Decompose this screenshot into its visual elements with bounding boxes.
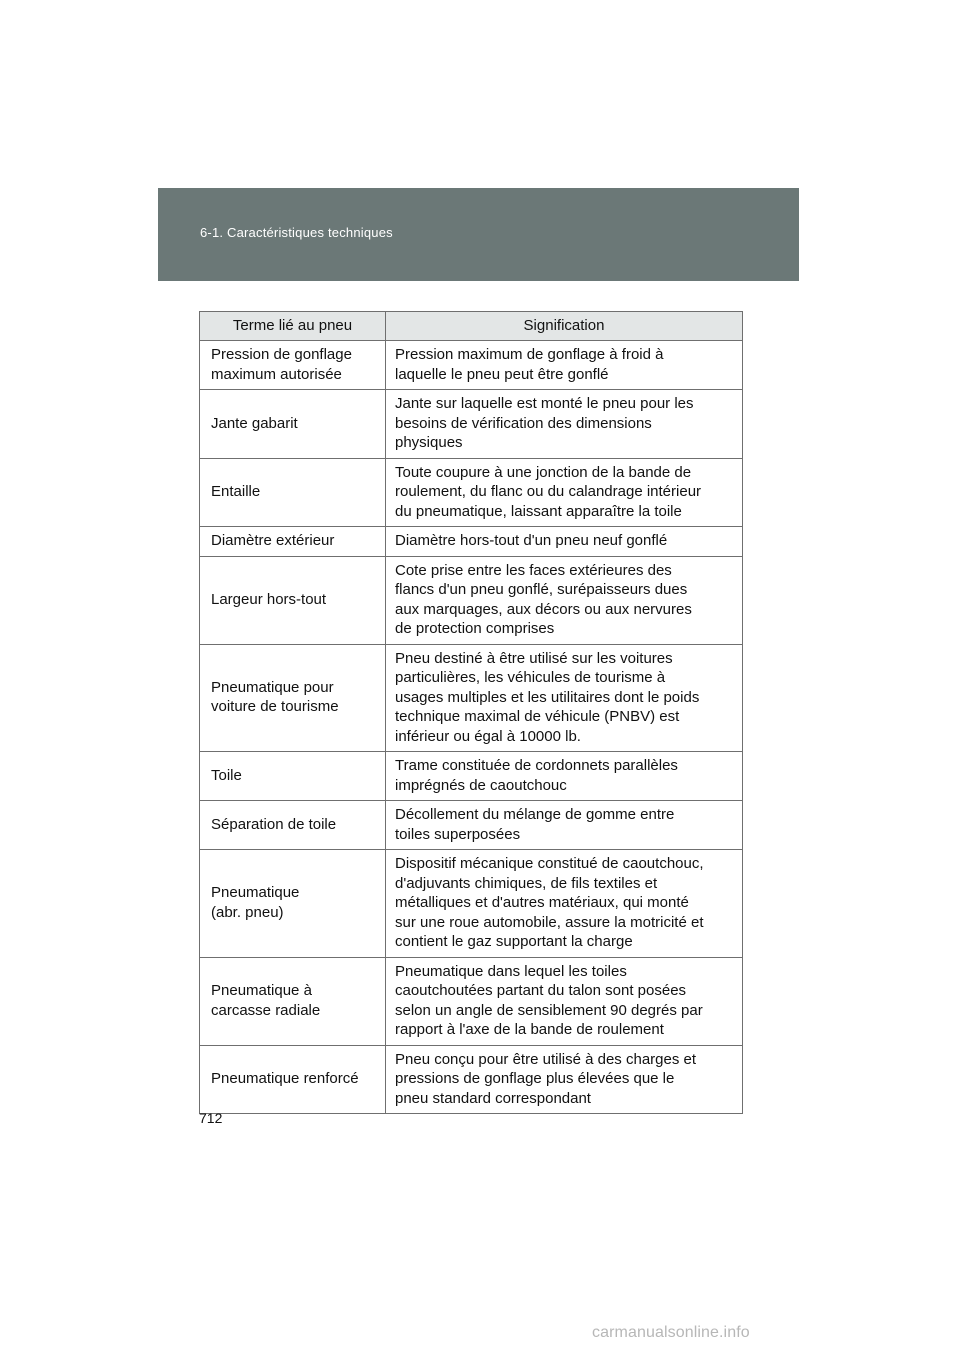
table-row xyxy=(200,644,743,752)
definition-text: Dispositif mécanique constitué de caoutchouc, d'adjuvants chimiques, de fils textiles et métalliques et d'autres matériaux, qui monté sur une roue automobile, assure la motricité et contient le gaz supportant la charge xyxy=(395,855,704,950)
column-header-term: Terme lié au pneu xyxy=(200,312,386,341)
term-cell xyxy=(200,390,386,459)
term-cell xyxy=(200,1045,386,1114)
term-cell xyxy=(200,850,386,958)
term-text: Diamètre extérieur xyxy=(211,532,335,549)
term-cell xyxy=(200,458,386,527)
definition-text: Pneumatique dans lequel les toiles caoutchoutées partant du talon sont posées selon un angle de sensiblement 90 degrés par rapport à l'axe de la bande de roulement xyxy=(395,962,703,1038)
term-text: Largeur hors-tout xyxy=(211,590,327,608)
term-text: Pneumatique renforcé xyxy=(211,1070,359,1087)
definition-text: Toute coupure à une jonction de la bande de roulement, du flanc ou du calandrage intérieur du pneumatique, laissant apparaître la toile xyxy=(395,463,702,520)
definition-text: Pression maximum de gonflage à froid à laquelle le pneu peut être gonflé xyxy=(395,346,664,383)
definition-cell xyxy=(386,1045,743,1114)
term-cell xyxy=(200,644,386,752)
definition-cell xyxy=(386,390,743,459)
term-text: Toile xyxy=(211,766,242,784)
definition-cell xyxy=(386,458,743,527)
table-row xyxy=(200,850,743,958)
definition-text: Pneu destiné à être utilisé sur les voitures particulières, les véhicules de tourisme à usages multiples et les utilitaires dont le poids technique maximal de véhicule (PNBV) est inférieur ou égal à 10000 lb. xyxy=(395,649,700,745)
table-row xyxy=(200,390,743,459)
definition-text: Trame constituée de cordonnets parallèles imprégnés de caoutchouc xyxy=(395,757,678,794)
table-row xyxy=(200,341,743,390)
section-header-band xyxy=(158,188,799,281)
definition-text: Décollement du mélange de gomme entre toiles superposées xyxy=(395,806,675,843)
table-row xyxy=(200,957,743,1045)
table-row xyxy=(200,458,743,527)
definition-cell xyxy=(386,527,743,557)
definition-cell xyxy=(386,556,743,644)
table-row xyxy=(200,801,743,850)
page-number: 712 xyxy=(199,1110,223,1126)
definition-cell xyxy=(386,850,743,958)
table-row xyxy=(200,752,743,801)
section-title: 6-1. Caractéristiques techniques xyxy=(200,225,393,240)
definition-text: Pneu conçu pour être utilisé à des charges et pressions de gonflage plus élevées que le pneu standard correspondant xyxy=(395,1050,697,1107)
table-row xyxy=(200,1045,743,1114)
term-text: Pneumatique pour voiture de tourisme xyxy=(211,678,339,716)
term-text: Entaille xyxy=(211,483,261,500)
term-text: Pneumatique à carcasse radiale xyxy=(211,982,321,1019)
definition-text: Diamètre hors-tout d'un pneu neuf gonflé xyxy=(395,532,668,549)
term-cell xyxy=(200,957,386,1045)
table-header-row xyxy=(200,312,743,341)
term-cell xyxy=(200,556,386,644)
term-cell xyxy=(200,341,386,390)
term-text: Séparation de toile xyxy=(211,815,337,833)
watermark: carmanualsonline.info xyxy=(592,1324,750,1341)
term-text: Pression de gonflage maximum autorisée xyxy=(211,346,352,383)
table-row xyxy=(200,556,743,644)
term-text: Pneumatique (abr. pneu) xyxy=(211,884,300,921)
definition-text: Jante sur laquelle est monté le pneu pour les besoins de vérification des dimensions physiques xyxy=(395,395,694,451)
definition-cell xyxy=(386,341,743,390)
tire-terms-table xyxy=(199,311,743,1114)
table-row xyxy=(200,527,743,557)
definition-cell xyxy=(386,644,743,752)
term-cell xyxy=(200,801,386,850)
term-cell xyxy=(200,752,386,801)
term-cell xyxy=(200,527,386,557)
term-text: Jante gabarit xyxy=(211,414,298,432)
definition-text: Cote prise entre les faces extérieures des flancs d'un pneu gonflé, surépaisseurs dues aux marquages, aux décors ou aux nervures de protection comprises xyxy=(395,561,692,637)
definition-cell xyxy=(386,957,743,1045)
definition-cell xyxy=(386,752,743,801)
definition-cell xyxy=(386,801,743,850)
column-header-meaning: Signification xyxy=(386,312,743,341)
